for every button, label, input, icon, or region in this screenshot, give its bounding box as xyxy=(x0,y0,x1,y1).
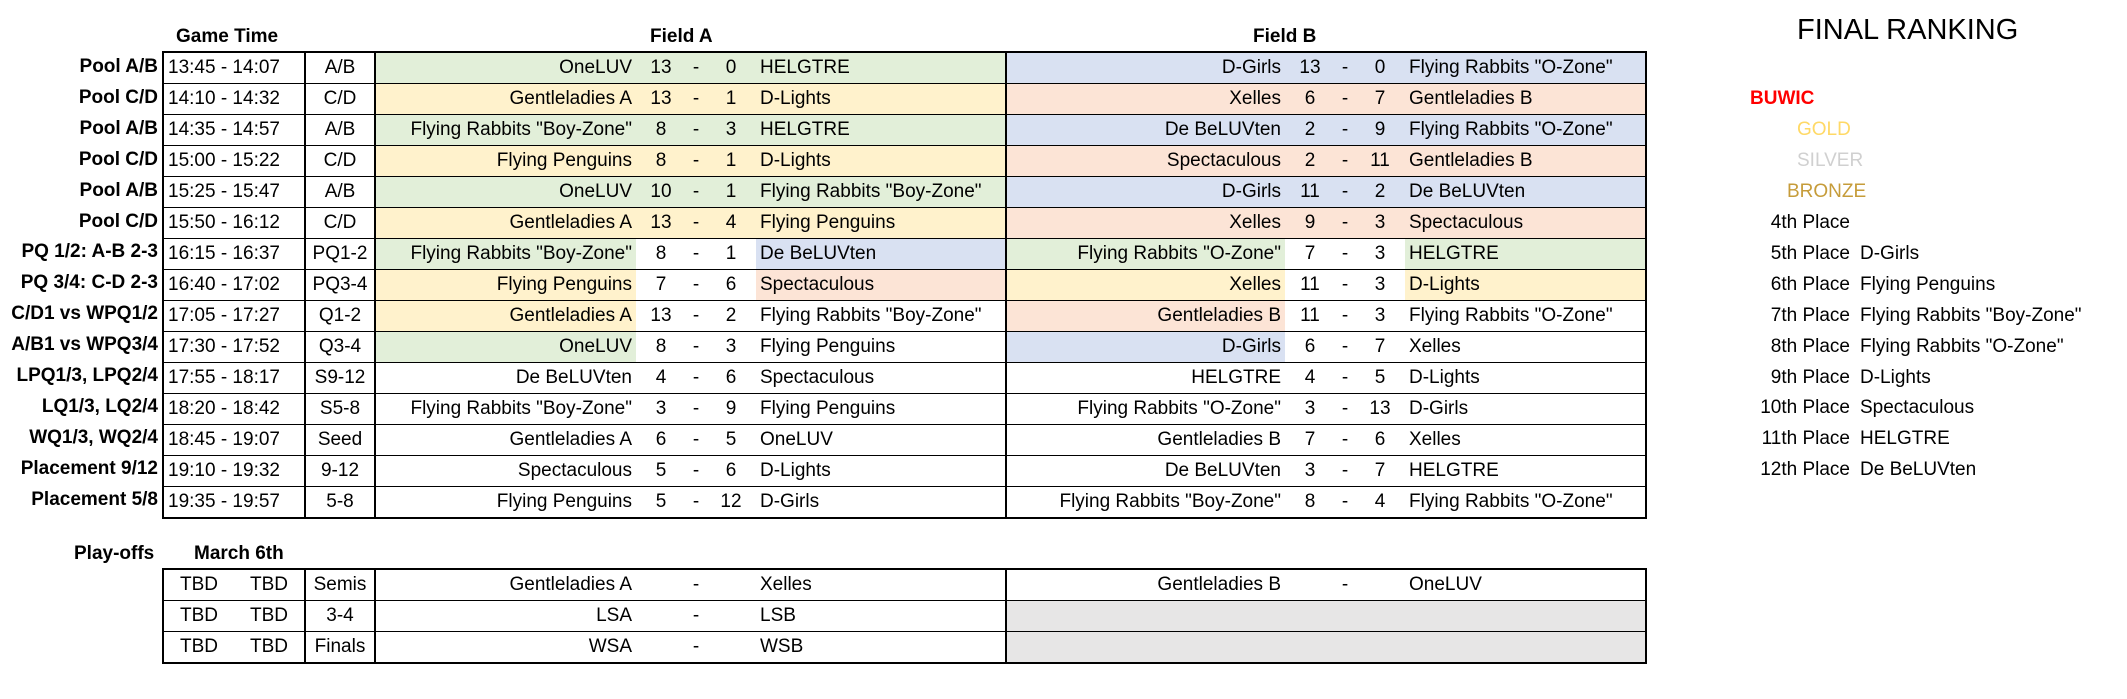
playoff-a-home: WSA xyxy=(375,632,636,664)
playoff-code: Semis xyxy=(305,569,375,601)
field-b-away-team: D-Girls xyxy=(1405,394,1646,425)
field-b-away-score: 3 xyxy=(1355,270,1405,301)
ranking-team: De BeLUVten xyxy=(1860,459,1977,481)
field-b-home-team: De BeLUVten xyxy=(1006,456,1285,487)
playoff-a-as xyxy=(706,632,756,664)
field-b-home-score: 11 xyxy=(1285,301,1335,332)
playoff-b-away xyxy=(1405,632,1646,664)
field-a-away-score: 6 xyxy=(706,456,756,487)
playoff-b-home: Gentleladies B xyxy=(1006,569,1285,601)
field-b-dash: - xyxy=(1335,363,1355,394)
field-a-dash: - xyxy=(686,425,706,456)
field-a-home-team: Gentleladies A xyxy=(375,208,636,239)
playoff-a-as xyxy=(706,569,756,601)
table-row xyxy=(163,115,1646,146)
playoff-time-1: TBD xyxy=(163,632,234,664)
field-a-dash: - xyxy=(686,301,706,332)
field-b-home-team: Gentleladies B xyxy=(1006,301,1285,332)
playoffs-label: Play-offs xyxy=(74,543,155,564)
field-b-away-score: 13 xyxy=(1355,394,1405,425)
table-row xyxy=(163,208,1646,239)
ranking-place: 7th Place xyxy=(1770,304,1850,326)
field-a-away-score: 12 xyxy=(706,487,756,519)
time-cell: 15:50 - 16:12 xyxy=(163,208,305,239)
field-a-home-score: 8 xyxy=(636,239,686,270)
field-a-home-team: De BeLUVten xyxy=(375,363,636,394)
field-a-dash: - xyxy=(686,115,706,146)
playoff-a-dash: - xyxy=(686,569,706,601)
field-a-away-score: 9 xyxy=(706,394,756,425)
field-b-away-team: Spectaculous xyxy=(1405,208,1646,239)
code-cell: A/B xyxy=(305,115,375,146)
field-a-home-team: Flying Rabbits "Boy-Zone" xyxy=(375,239,636,270)
field-b-dash: - xyxy=(1335,394,1355,425)
code-cell: C/D xyxy=(305,146,375,177)
field-b-away-score: 2 xyxy=(1355,177,1405,208)
row-label: LPQ1/3, LPQ2/4 xyxy=(16,365,158,386)
row-label: Placement 5/8 xyxy=(31,488,158,510)
field-a-dash: - xyxy=(686,394,706,425)
field-a-home-score: 7 xyxy=(636,270,686,301)
code-cell: Seed xyxy=(305,425,375,456)
ranking-team: D-Lights xyxy=(1860,366,1931,388)
field-a-away-score: 5 xyxy=(706,425,756,456)
field-a-dash: - xyxy=(686,239,706,270)
field-b-away-score: 7 xyxy=(1355,456,1405,487)
field-a-home-team: Gentleladies A xyxy=(375,425,636,456)
field-a-home-team: Flying Penguins xyxy=(375,146,636,177)
field-b-home-score: 9 xyxy=(1285,208,1335,239)
field-a-home-score: 13 xyxy=(636,52,686,84)
row-label: Pool A/B xyxy=(79,117,158,139)
table-row xyxy=(163,456,1646,487)
table-row xyxy=(163,84,1646,115)
table-row xyxy=(163,394,1646,425)
ranking-team: Flying Rabbits "Boy-Zone" xyxy=(1860,304,2082,326)
time-cell: 18:20 - 18:42 xyxy=(163,394,305,425)
playoff-a-hs xyxy=(636,601,686,632)
field-a-away-team: Spectaculous xyxy=(756,270,1006,301)
field-b-home-team: D-Girls xyxy=(1006,332,1285,363)
field-b-dash: - xyxy=(1335,84,1355,115)
field-a-home-score: 13 xyxy=(636,301,686,332)
field-b-home-score: 3 xyxy=(1285,456,1335,487)
playoff-b-as xyxy=(1355,569,1405,601)
table-row xyxy=(163,270,1646,301)
field-a-home-team: OneLUV xyxy=(375,52,636,84)
playoff-row xyxy=(163,632,1646,664)
field-a-home-score: 8 xyxy=(636,146,686,177)
playoff-row xyxy=(163,601,1646,632)
row-label: Pool C/D xyxy=(78,86,158,108)
field-a-dash: - xyxy=(686,363,706,394)
field-b-home-team: De BeLUVten xyxy=(1006,115,1285,146)
field-a-home-team: Flying Rabbits "Boy-Zone" xyxy=(375,394,636,425)
time-cell: 17:30 - 17:52 xyxy=(163,332,305,363)
field-b-away-team: Flying Rabbits "O-Zone" xyxy=(1405,115,1646,146)
row-label: Pool A/B xyxy=(79,179,158,201)
medal-label: GOLD xyxy=(1797,119,1851,140)
code-cell: 5-8 xyxy=(305,487,375,519)
field-b-away-team: Xelles xyxy=(1405,332,1646,363)
field-a-away-score: 1 xyxy=(706,146,756,177)
time-cell: 14:10 - 14:32 xyxy=(163,84,305,115)
field-a-home-team: Gentleladies A xyxy=(375,84,636,115)
field-b-dash: - xyxy=(1335,332,1355,363)
playoff-b-hs xyxy=(1285,601,1335,632)
field-b-home-team: Gentleladies B xyxy=(1006,425,1285,456)
field-b-home-team: D-Girls xyxy=(1006,177,1285,208)
playoff-time-1: TBD xyxy=(163,601,234,632)
playoff-time-2: TBD xyxy=(234,632,305,664)
time-cell: 13:45 - 14:07 xyxy=(163,52,305,84)
code-cell: C/D xyxy=(305,208,375,239)
field-a-away-team: De BeLUVten xyxy=(756,239,1006,270)
field-b-home-score: 13 xyxy=(1285,52,1335,84)
table-row xyxy=(163,177,1646,208)
field-b-away-team: De BeLUVten xyxy=(1405,177,1646,208)
field-b-home-score: 8 xyxy=(1285,487,1335,519)
field-a-home-team: Flying Rabbits "Boy-Zone" xyxy=(375,115,636,146)
field-b-away-score: 7 xyxy=(1355,332,1405,363)
field-a-home-score: 10 xyxy=(636,177,686,208)
field-a-away-team: Flying Rabbits "Boy-Zone" xyxy=(756,301,1006,332)
field-b-away-score: 7 xyxy=(1355,84,1405,115)
field-a-dash: - xyxy=(686,270,706,301)
field-a-dash: - xyxy=(686,52,706,84)
field-a-home-score: 4 xyxy=(636,363,686,394)
field-b-dash: - xyxy=(1335,146,1355,177)
field-b-dash: - xyxy=(1335,115,1355,146)
ranking-team: Flying Rabbits "O-Zone" xyxy=(1860,335,2064,357)
field-a-home-score: 6 xyxy=(636,425,686,456)
field-a-away-team: Flying Penguins xyxy=(756,394,1006,425)
field-b-away-team: Gentleladies B xyxy=(1405,84,1646,115)
table-row xyxy=(163,146,1646,177)
row-label: PQ 1/2: A-B 2-3 xyxy=(21,241,158,263)
playoff-a-as xyxy=(706,601,756,632)
field-a-header: Field A xyxy=(650,26,713,47)
field-a-home-team: OneLUV xyxy=(375,177,636,208)
game-time-header: Game Time xyxy=(176,26,279,47)
time-cell: 15:00 - 15:22 xyxy=(163,146,305,177)
medal-label: BUWIC xyxy=(1750,88,1815,109)
field-b-dash: - xyxy=(1335,270,1355,301)
field-a-dash: - xyxy=(686,146,706,177)
field-a-away-team: D-Lights xyxy=(756,84,1006,115)
field-b-home-team: Flying Rabbits "O-Zone" xyxy=(1006,239,1285,270)
field-b-home-score: 2 xyxy=(1285,115,1335,146)
playoff-b-dash xyxy=(1335,601,1355,632)
time-cell: 16:15 - 16:37 xyxy=(163,239,305,270)
field-a-home-team: Flying Penguins xyxy=(375,487,636,519)
schedule-table xyxy=(162,51,1647,519)
ranking-team: Flying Penguins xyxy=(1860,273,1996,295)
code-cell: A/B xyxy=(305,52,375,84)
code-cell: Q1-2 xyxy=(305,301,375,332)
field-a-away-score: 1 xyxy=(706,84,756,115)
playoff-time-1: TBD xyxy=(163,569,234,601)
ranking-team: Spectaculous xyxy=(1860,397,1975,419)
code-cell: PQ1-2 xyxy=(305,239,375,270)
field-b-away-team: Flying Rabbits "O-Zone" xyxy=(1405,487,1646,519)
field-b-away-team: HELGTRE xyxy=(1405,456,1646,487)
field-b-dash: - xyxy=(1335,456,1355,487)
field-a-home-score: 8 xyxy=(636,115,686,146)
field-a-away-team: Flying Penguins xyxy=(756,332,1006,363)
ranking-place: 5th Place xyxy=(1770,242,1850,264)
field-a-home-score: 5 xyxy=(636,456,686,487)
playoff-b-away: OneLUV xyxy=(1405,569,1646,601)
playoff-time-2: TBD xyxy=(234,601,305,632)
code-cell: A/B xyxy=(305,177,375,208)
field-b-home-team: Xelles xyxy=(1006,84,1285,115)
field-a-dash: - xyxy=(686,177,706,208)
field-a-away-team: OneLUV xyxy=(756,425,1006,456)
field-b-away-score: 3 xyxy=(1355,301,1405,332)
field-a-dash: - xyxy=(686,487,706,519)
field-a-away-score: 0 xyxy=(706,52,756,84)
time-cell: 16:40 - 17:02 xyxy=(163,270,305,301)
field-a-away-score: 2 xyxy=(706,301,756,332)
time-cell: 19:10 - 19:32 xyxy=(163,456,305,487)
table-row xyxy=(163,239,1646,270)
field-b-home-score: 11 xyxy=(1285,177,1335,208)
field-b-home-team: Xelles xyxy=(1006,208,1285,239)
row-label: PQ 3/4: C-D 2-3 xyxy=(20,272,158,294)
ranking-team: HELGTRE xyxy=(1860,428,1950,450)
time-cell: 19:35 - 19:57 xyxy=(163,487,305,519)
code-cell: S9-12 xyxy=(305,363,375,394)
field-b-home-team: Flying Rabbits "Boy-Zone" xyxy=(1006,487,1285,519)
table-row xyxy=(163,52,1646,84)
playoff-time-2: TBD xyxy=(234,569,305,601)
playoff-a-away: LSB xyxy=(756,601,1006,632)
field-b-home-score: 2 xyxy=(1285,146,1335,177)
field-b-home-score: 6 xyxy=(1285,332,1335,363)
field-b-header: Field B xyxy=(1253,26,1317,47)
field-a-away-score: 6 xyxy=(706,363,756,394)
field-b-home-team: Flying Rabbits "O-Zone" xyxy=(1006,394,1285,425)
ranking-place: 11th Place xyxy=(1761,428,1850,450)
field-b-dash: - xyxy=(1335,177,1355,208)
playoffs-date: March 6th xyxy=(194,543,284,564)
field-a-away-score: 6 xyxy=(706,270,756,301)
row-label: WQ1/3, WQ2/4 xyxy=(29,426,158,448)
field-a-home-score: 5 xyxy=(636,487,686,519)
playoff-row xyxy=(163,569,1646,601)
field-b-home-team: Spectaculous xyxy=(1006,146,1285,177)
field-a-home-team: Spectaculous xyxy=(375,456,636,487)
field-b-dash: - xyxy=(1335,239,1355,270)
row-label: Pool C/D xyxy=(78,148,158,170)
field-a-away-score: 1 xyxy=(706,177,756,208)
field-a-away-score: 3 xyxy=(706,115,756,146)
field-b-away-score: 6 xyxy=(1355,425,1405,456)
playoff-a-dash: - xyxy=(686,632,706,664)
field-b-home-score: 7 xyxy=(1285,425,1335,456)
row-label: A/B1 vs WPQ3/4 xyxy=(11,334,158,356)
field-b-dash: - xyxy=(1335,425,1355,456)
field-a-away-team: Flying Penguins xyxy=(756,208,1006,239)
field-a-home-score: 13 xyxy=(636,84,686,115)
field-a-away-score: 4 xyxy=(706,208,756,239)
ranking-team: D-Girls xyxy=(1860,242,1920,264)
field-b-away-team: D-Lights xyxy=(1405,270,1646,301)
ranking-place: 9th Place xyxy=(1770,366,1850,388)
field-a-home-score: 13 xyxy=(636,208,686,239)
playoff-b-away xyxy=(1405,601,1646,632)
field-b-home-team: D-Girls xyxy=(1006,52,1285,84)
field-b-dash: - xyxy=(1335,301,1355,332)
field-b-away-team: Xelles xyxy=(1405,425,1646,456)
field-b-away-score: 9 xyxy=(1355,115,1405,146)
field-b-away-team: HELGTRE xyxy=(1405,239,1646,270)
playoff-b-home xyxy=(1006,632,1285,664)
field-b-away-team: Flying Rabbits "O-Zone" xyxy=(1405,301,1646,332)
field-a-away-score: 3 xyxy=(706,332,756,363)
row-label: C/D1 vs WPQ1/2 xyxy=(11,303,158,325)
table-row xyxy=(163,363,1646,394)
playoff-a-hs xyxy=(636,569,686,601)
field-a-away-team: Flying Rabbits "Boy-Zone" xyxy=(756,177,1006,208)
table-row xyxy=(163,332,1646,363)
field-a-dash: - xyxy=(686,456,706,487)
playoff-b-hs xyxy=(1285,569,1335,601)
field-a-away-team: D-Lights xyxy=(756,456,1006,487)
row-label: LQ1/3, LQ2/4 xyxy=(41,395,158,417)
field-b-away-score: 3 xyxy=(1355,208,1405,239)
ranking-place: 4th Place xyxy=(1770,212,1850,233)
field-b-away-team: D-Lights xyxy=(1405,363,1646,394)
playoff-a-home: Gentleladies A xyxy=(375,569,636,601)
field-b-home-score: 3 xyxy=(1285,394,1335,425)
field-b-away-score: 0 xyxy=(1355,52,1405,84)
code-cell: C/D xyxy=(305,84,375,115)
playoff-code: 3-4 xyxy=(305,601,375,632)
playoff-code: Finals xyxy=(305,632,375,664)
code-cell: 9-12 xyxy=(305,456,375,487)
field-b-away-score: 3 xyxy=(1355,239,1405,270)
field-b-dash: - xyxy=(1335,487,1355,519)
field-b-home-score: 7 xyxy=(1285,239,1335,270)
table-row xyxy=(163,487,1646,519)
time-cell: 18:45 - 19:07 xyxy=(163,425,305,456)
field-b-home-team: HELGTRE xyxy=(1006,363,1285,394)
field-a-dash: - xyxy=(686,332,706,363)
field-b-home-score: 6 xyxy=(1285,84,1335,115)
field-a-away-team: HELGTRE xyxy=(756,52,1006,84)
field-b-away-team: Gentleladies B xyxy=(1405,146,1646,177)
field-a-away-team: D-Girls xyxy=(756,487,1006,519)
row-label: Pool A/B xyxy=(79,56,158,77)
field-b-away-score: 5 xyxy=(1355,363,1405,394)
playoff-a-dash: - xyxy=(686,601,706,632)
time-cell: 17:55 - 18:17 xyxy=(163,363,305,394)
field-b-dash: - xyxy=(1335,208,1355,239)
time-cell: 17:05 - 17:27 xyxy=(163,301,305,332)
ranking-place: 12th Place xyxy=(1760,459,1850,481)
ranking-place: 6th Place xyxy=(1770,273,1850,295)
field-a-away-team: D-Lights xyxy=(756,146,1006,177)
field-a-home-score: 8 xyxy=(636,332,686,363)
medal-label: BRONZE xyxy=(1787,181,1867,202)
time-cell: 14:35 - 14:57 xyxy=(163,115,305,146)
playoffs-table xyxy=(162,568,1647,664)
playoff-a-hs xyxy=(636,632,686,664)
field-a-home-team: Flying Penguins xyxy=(375,270,636,301)
playoff-b-home xyxy=(1006,601,1285,632)
field-a-away-score: 1 xyxy=(706,239,756,270)
field-b-dash: - xyxy=(1335,52,1355,84)
code-cell: Q3-4 xyxy=(305,332,375,363)
playoff-b-as xyxy=(1355,601,1405,632)
field-b-home-score: 11 xyxy=(1285,270,1335,301)
playoff-b-as xyxy=(1355,632,1405,664)
time-cell: 15:25 - 15:47 xyxy=(163,177,305,208)
code-cell: S5-8 xyxy=(305,394,375,425)
row-label: Placement 9/12 xyxy=(20,457,158,479)
ranking-place: 8th Place xyxy=(1770,335,1850,357)
row-label: Pool C/D xyxy=(78,210,158,232)
field-a-home-score: 3 xyxy=(636,394,686,425)
playoff-a-away: WSB xyxy=(756,632,1006,664)
table-row xyxy=(163,425,1646,456)
playoff-a-home: LSA xyxy=(375,601,636,632)
field-a-away-team: HELGTRE xyxy=(756,115,1006,146)
playoff-b-hs xyxy=(1285,632,1335,664)
medal-label: SILVER xyxy=(1797,150,1864,171)
field-b-away-team: Flying Rabbits "O-Zone" xyxy=(1405,52,1646,84)
field-a-dash: - xyxy=(686,208,706,239)
playoff-b-dash: - xyxy=(1335,569,1355,601)
final-ranking-title: FINAL RANKING xyxy=(1797,14,2019,46)
playoff-a-away: Xelles xyxy=(756,569,1006,601)
field-a-dash: - xyxy=(686,84,706,115)
code-cell: PQ3-4 xyxy=(305,270,375,301)
playoff-b-dash xyxy=(1335,632,1355,664)
field-b-home-team: Xelles xyxy=(1006,270,1285,301)
ranking-place: 10th Place xyxy=(1760,397,1850,419)
field-a-away-team: Spectaculous xyxy=(756,363,1006,394)
field-a-home-team: OneLUV xyxy=(375,332,636,363)
field-b-away-score: 11 xyxy=(1355,146,1405,177)
field-b-away-score: 4 xyxy=(1355,487,1405,519)
field-b-home-score: 4 xyxy=(1285,363,1335,394)
table-row xyxy=(163,301,1646,332)
field-a-home-team: Gentleladies A xyxy=(375,301,636,332)
